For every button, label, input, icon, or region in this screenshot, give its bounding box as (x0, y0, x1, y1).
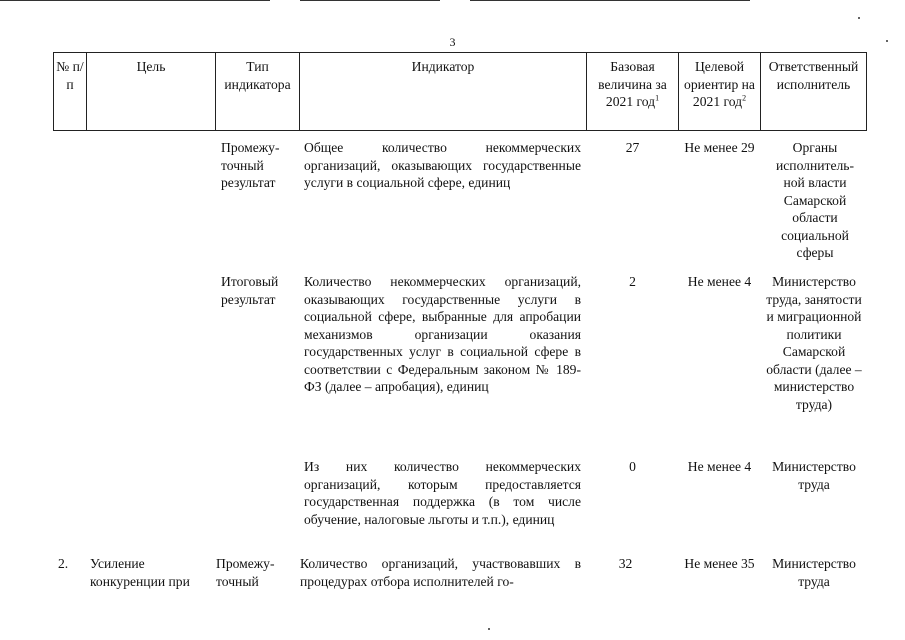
scan-speck (488, 628, 490, 630)
row3-indicator: Из них количество некоммерческих организаций, которым предоставляется государственная поддержка (в том числе обучение, налоговые льготы и т.п.), единиц (304, 459, 581, 527)
row4-target: Не менее 35 (684, 556, 755, 571)
scan-edge-line (300, 0, 440, 1)
scan-edge-line (0, 0, 270, 1)
header-target-footnote: 2 (742, 93, 747, 103)
row1-target: Не менее 29 (684, 140, 755, 155)
header-base-footnote: 1 (655, 93, 660, 103)
header-indicator: Индикатор (411, 59, 475, 74)
table-column-border (299, 52, 300, 131)
scan-edge-line (470, 0, 750, 1)
header-base (588, 58, 677, 111)
row4-num: 2. (58, 556, 69, 571)
row4-goal: Усиление конкуренции при (90, 556, 190, 589)
table-column-border (86, 52, 87, 131)
table-column-border (53, 52, 54, 131)
row3-base: 0 (629, 459, 636, 474)
row4-indicator: Количество организаций, участвовавших в процедурах отбора исполнителей го- (300, 556, 581, 589)
row1-base: 27 (625, 140, 640, 155)
row4-responsible: Министерство труда (772, 556, 856, 589)
row2-base: 2 (629, 274, 636, 289)
header-type: Тип индикатора (224, 59, 291, 92)
table-column-border (215, 52, 216, 131)
table-header-bottom-border (53, 130, 866, 131)
row2-responsible: Министерство труда, занятости и миграционной политики Самарской области (далее – министерство труда) (766, 274, 862, 412)
table-top-border (53, 52, 866, 53)
header-base-label: Базовая величина за 2021 год (598, 59, 667, 109)
page-number: 3 (449, 35, 456, 49)
table-column-border (586, 52, 587, 131)
header-responsible: Ответственный исполнитель (768, 59, 859, 92)
row4-type: Промежу-точный (216, 556, 275, 589)
row2-type: Итоговый результат (221, 274, 279, 307)
table-column-border (678, 52, 679, 131)
row1-indicator: Общее количество некоммерческих организаций, оказывающих государственные услуги в социальной сфере, единиц (304, 140, 581, 190)
table-column-border (866, 52, 867, 131)
header-target-label: Целевой ориентир на 2021 год (684, 59, 755, 109)
header-target (680, 58, 759, 111)
row4-base: 32 (618, 556, 633, 571)
scan-speck (858, 17, 860, 19)
row2-indicator: Количество некоммерческих организаций, оказывающих государственные услуги в социальной сфере, выбранные для апробации механизмов организации оказания государственных услуг в социальной сфере в соответствии с Федеральным законом № 189-ФЗ (далее – апробация), единиц (304, 274, 581, 394)
header-num: № п/п (56, 59, 84, 92)
row1-responsible: Органы исполнитель-ной власти Самарской области социальной сферы (775, 140, 855, 260)
row1-type: Промежу-точный результат (221, 140, 280, 190)
header-goal: Цель (136, 59, 166, 74)
row3-responsible: Министерство труда (772, 459, 856, 492)
row2-target: Не менее 4 (687, 274, 752, 289)
row3-target: Не менее 4 (687, 459, 752, 474)
